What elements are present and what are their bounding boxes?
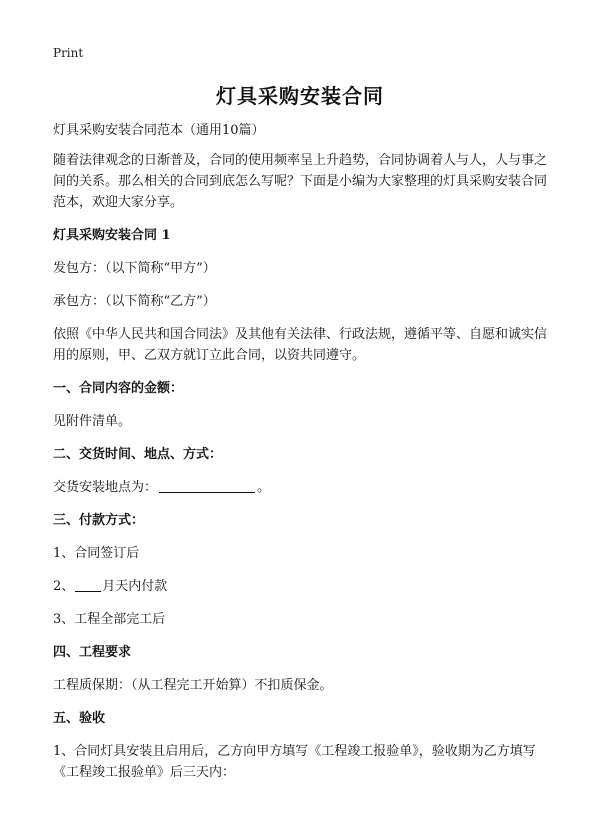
heading-delivery: 二、交货时间、地点、方式： xyxy=(53,447,223,462)
heading-contract-amount: 一、合同内容的金额： xyxy=(53,381,184,396)
section-title: 灯具采购安装合同 1 xyxy=(53,228,171,243)
payment-item-1: 1、合同签订后 xyxy=(53,546,140,561)
party-b: 承包方：（以下简称“乙方”） xyxy=(53,294,216,309)
delivery-location-blank xyxy=(159,478,255,493)
document-title: 灯具采购安装合同 xyxy=(216,84,384,108)
party-a: 发包方：（以下简称“甲方”） xyxy=(53,261,216,276)
delivery-location-end: 。 xyxy=(257,480,271,495)
contract-amount-text: 见附件清单。 xyxy=(53,414,132,429)
print-link[interactable]: Print xyxy=(53,46,84,60)
preamble-paragraph: 依照《中华人民共和国合同法》及其他有关法律、行政法规，遵循平等、自愿和诚实信用的原则，甲、乙双方就订立此合同，以资共同遵守。 xyxy=(53,327,548,363)
document-subtitle: 灯具采购安装合同范本（通用10篇） xyxy=(53,123,265,138)
payment-item-2-blank xyxy=(75,577,101,592)
warranty-text: 工程质保期：（从工程完工开始算）不扣质保金。 xyxy=(53,678,333,693)
payment-item-3: 3、工程全部完工后 xyxy=(53,612,166,627)
payment-item-2-number: 2、 xyxy=(53,579,75,594)
heading-payment: 三、付款方式： xyxy=(53,513,145,528)
payment-item-2-text: 月天内付款 xyxy=(102,579,168,594)
heading-requirements: 四、工程要求 xyxy=(53,645,132,660)
document-body xyxy=(53,120,553,795)
delivery-location-label: 交货安装地点为： xyxy=(53,480,158,495)
acceptance-text: 1、合同灯具安装且启用后，乙方向甲方填写《工程竣工报验单》，验收期为乙方填写《工程竣工报验单》后三天内： xyxy=(53,744,536,780)
delivery-location-line xyxy=(53,477,553,498)
intro-paragraph: 随着法律观念的日渐普及，合同的使用频率呈上升趋势，合同协调着人与人，人与事之间的关系。那么相关的合同到底怎么写呢？下面是小编为大家整理的灯具采购安装合同范本，欢迎大家分享。 xyxy=(53,153,548,210)
payment-item-2 xyxy=(53,576,553,597)
heading-acceptance: 五、验收 xyxy=(53,711,106,726)
